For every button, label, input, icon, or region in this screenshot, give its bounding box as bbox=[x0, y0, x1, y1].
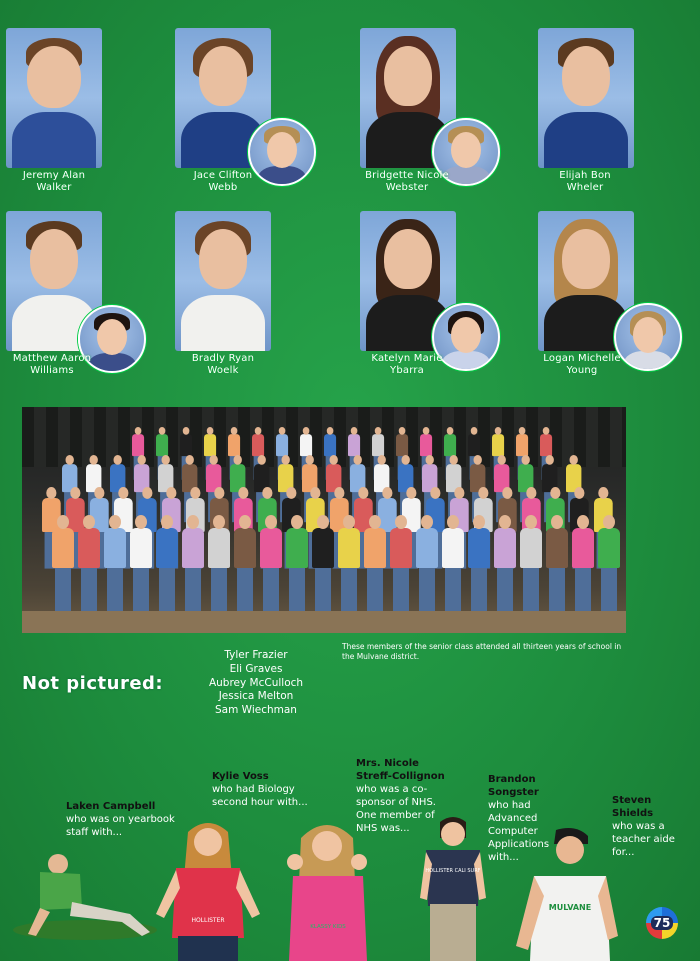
senior-name: Bridgette Nicole Webster bbox=[365, 170, 449, 193]
senior-name: Bradly Ryan Woelk bbox=[191, 353, 255, 376]
crowd-person bbox=[416, 515, 438, 611]
crowd-person bbox=[494, 515, 516, 611]
shirt-text: HOLLISTER CALI SURF bbox=[425, 868, 481, 874]
crowd-person bbox=[364, 515, 386, 611]
crowd-person bbox=[260, 515, 282, 611]
senior-name: Jeremy Alan Walker bbox=[22, 170, 86, 193]
shirt-text: MULVANE bbox=[548, 903, 592, 912]
crowd-person bbox=[312, 515, 334, 611]
senior-name: Matthew Aaron Williams bbox=[12, 353, 92, 376]
portrait-elijah-wheler bbox=[538, 28, 634, 168]
crowd-person bbox=[468, 515, 490, 611]
senior-name: Katelyn Marie Ybarra bbox=[371, 353, 443, 376]
shirt-text: KLASSY KIDS bbox=[310, 924, 346, 930]
quote-steven-shields: Steven Shields who was a teacher aide for... bbox=[612, 795, 675, 858]
not-pictured-name: Sam Wiechman bbox=[215, 704, 297, 717]
not-pictured-list bbox=[196, 649, 316, 718]
quote-kylie-voss: Kylie Voss who had Biology second hour with... bbox=[212, 771, 308, 808]
senior-name: Jace Clifton Webb bbox=[193, 170, 253, 193]
crowd-person bbox=[546, 515, 568, 611]
quote-brandon-songster: Brandon Songster who had Advanced Computer Applications with... bbox=[488, 774, 550, 863]
cutout-laken-campbell bbox=[10, 850, 160, 942]
crowd-person bbox=[442, 515, 464, 611]
not-pictured-name: Aubrey McCulloch bbox=[208, 676, 304, 689]
shirt-text: HOLLISTER bbox=[191, 917, 225, 924]
crowd-person bbox=[598, 515, 620, 611]
cutout-nicole-streff-collignon bbox=[283, 818, 373, 961]
crowd-person bbox=[156, 515, 178, 611]
crowd-person bbox=[104, 515, 126, 611]
crowd-person bbox=[208, 515, 230, 611]
quote-nicole-streff-collignon: Mrs. Nicole Streff-Collignon who was a co-sponsor of NHS. One member of NHS was... bbox=[356, 758, 445, 834]
crowd-person bbox=[286, 515, 308, 611]
crowd-person bbox=[130, 515, 152, 611]
not-pictured-name: Tyler Frazier bbox=[224, 649, 288, 661]
crowd-person bbox=[390, 515, 412, 611]
not-pictured-name: Jessica Melton bbox=[218, 690, 294, 703]
crowd-person bbox=[78, 515, 100, 611]
quote-laken-campbell: Laken Campbell who was on yearbook staff with... bbox=[66, 801, 175, 838]
crowd-person bbox=[338, 515, 360, 611]
crowd-person bbox=[182, 515, 204, 611]
not-pictured-name: Eli Graves bbox=[229, 662, 283, 675]
crowd-person bbox=[234, 515, 256, 611]
crowd-person bbox=[572, 515, 594, 611]
senior-name: Elijah Bon Wheler bbox=[559, 170, 611, 193]
cutout-steven-shields bbox=[514, 826, 618, 961]
crowd-person bbox=[52, 515, 74, 611]
group-photo-caption: These members of the senior class attended all thirteen years of school in the Mulvane district. bbox=[342, 642, 622, 661]
senior-name: Logan Michelle Young bbox=[543, 353, 621, 376]
cutout-brandon-songster bbox=[420, 816, 486, 961]
group-photo bbox=[22, 407, 626, 633]
page-number: 75 bbox=[646, 907, 678, 939]
cutout-kylie-voss bbox=[150, 818, 266, 961]
portrait-bradly-woelk bbox=[175, 211, 271, 351]
not-pictured-label: Not pictured: bbox=[22, 673, 164, 694]
portrait-jeremy-walker bbox=[6, 28, 102, 168]
crowd-person bbox=[520, 515, 542, 611]
